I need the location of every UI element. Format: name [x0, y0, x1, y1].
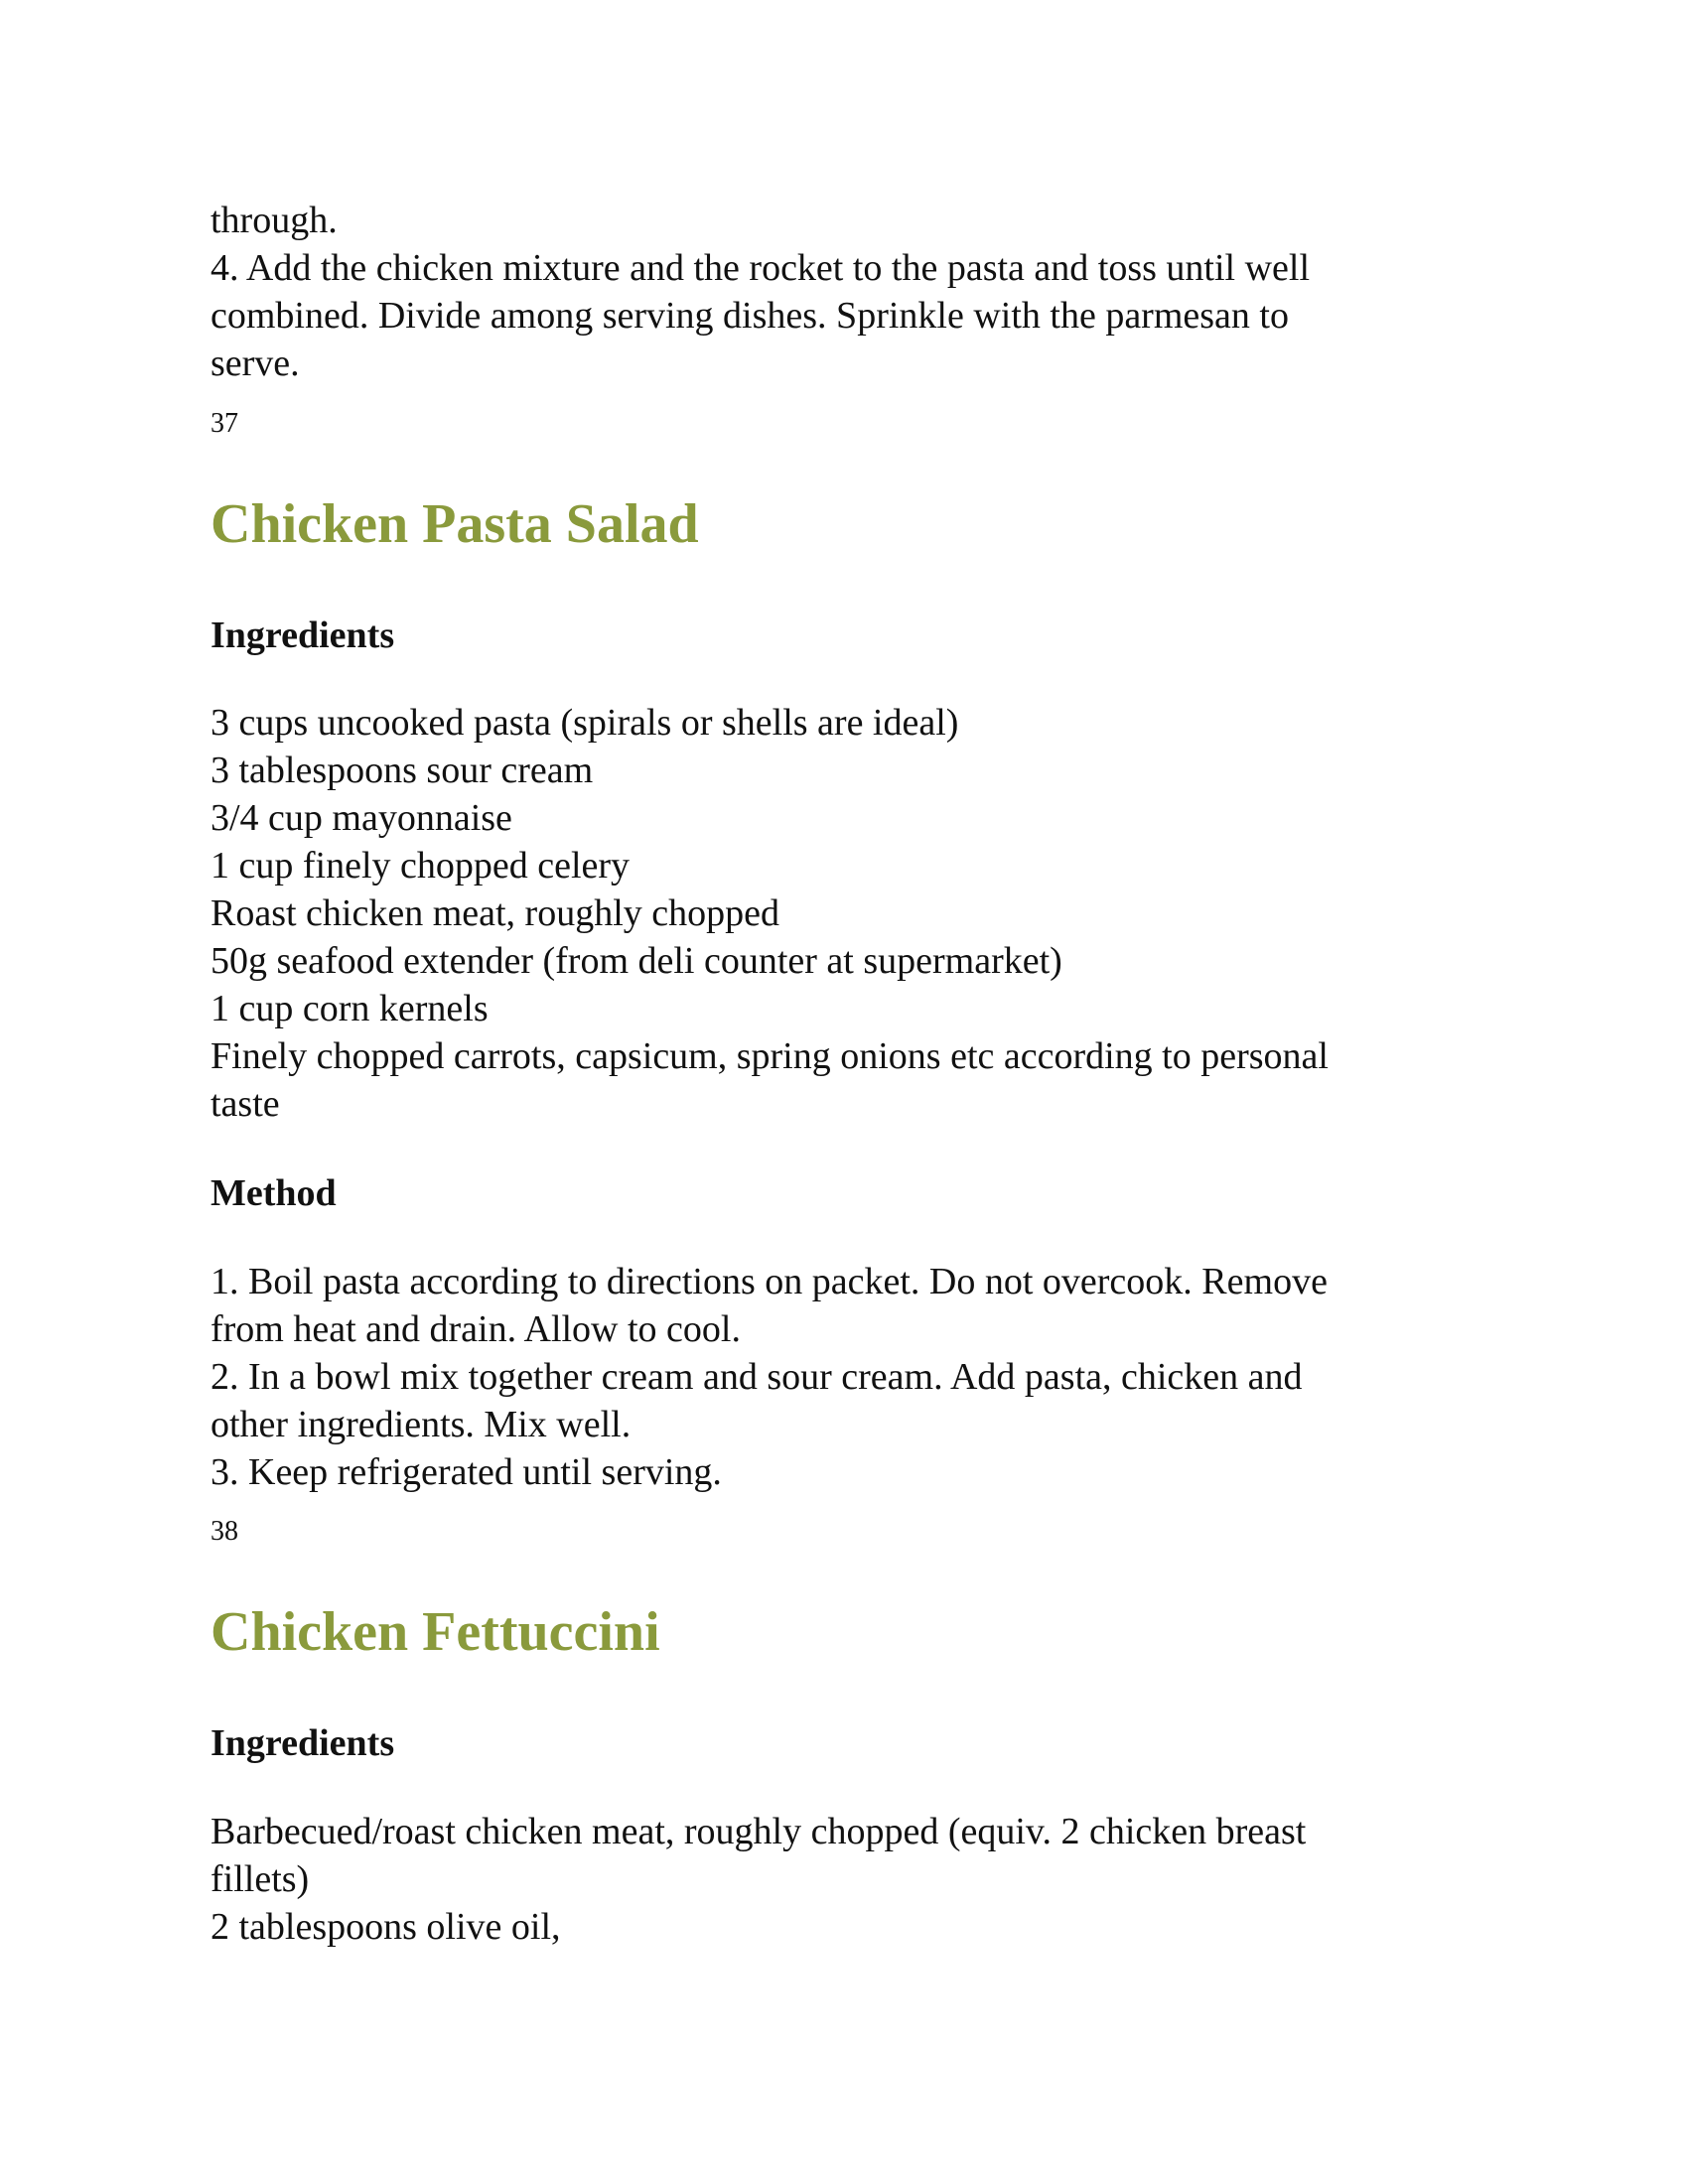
- ingredient-item: 50g seafood extender (from deli counter at supermarket): [211, 940, 1062, 982]
- method-step: from heat and drain. Allow to cool.: [211, 1308, 741, 1350]
- ingredient-item: 1 cup finely chopped celery: [211, 845, 631, 887]
- method-step: 3. Keep refrigerated until serving.: [211, 1451, 722, 1493]
- ingredients-list: [211, 699, 1329, 1128]
- ingredient-item: 1 cup corn kernels: [211, 988, 489, 1029]
- ingredients-list: [211, 1808, 1306, 1951]
- page-number: 38: [211, 1516, 238, 1547]
- ingredient-item: Barbecued/roast chicken meat, roughly chopped (equiv. 2 chicken breast: [211, 1811, 1307, 1852]
- page-number: 37: [211, 408, 238, 439]
- method-list: [211, 1258, 1328, 1496]
- text-line: serve.: [211, 342, 300, 384]
- ingredient-item: 2 tablespoons olive oil,: [211, 1906, 561, 1948]
- ingredient-item: 3 cups uncooked pasta (spirals or shells are ideal): [211, 702, 959, 744]
- recipe-title: Chicken Fettuccini: [211, 1601, 660, 1663]
- method-heading: Method: [211, 1172, 337, 1214]
- ingredients-heading: Ingredients: [211, 1722, 395, 1764]
- ingredients-heading: Ingredients: [211, 614, 395, 656]
- text-line: combined. Divide among serving dishes. Sprinkle with the parmesan to: [211, 295, 1289, 337]
- ingredient-item: Finely chopped carrots, capsicum, spring onions etc according to personal: [211, 1035, 1329, 1077]
- text-line: 4. Add the chicken mixture and the rocket to the pasta and toss until well: [211, 247, 1311, 289]
- continued-method: [211, 197, 1310, 387]
- ingredient-item: Roast chicken meat, roughly chopped: [211, 892, 780, 934]
- text-line: through.: [211, 200, 338, 241]
- method-step: 2. In a bowl mix together cream and sour cream. Add pasta, chicken and: [211, 1356, 1303, 1398]
- ingredient-item: 3 tablespoons sour cream: [211, 750, 594, 791]
- ingredient-item: taste: [211, 1083, 280, 1125]
- method-step: other ingredients. Mix well.: [211, 1404, 632, 1445]
- ingredient-item: 3/4 cup mayonnaise: [211, 797, 512, 839]
- recipe-title: Chicken Pasta Salad: [211, 493, 699, 555]
- method-step: 1. Boil pasta according to directions on packet. Do not overcook. Remove: [211, 1261, 1328, 1302]
- ingredient-item: fillets): [211, 1858, 310, 1900]
